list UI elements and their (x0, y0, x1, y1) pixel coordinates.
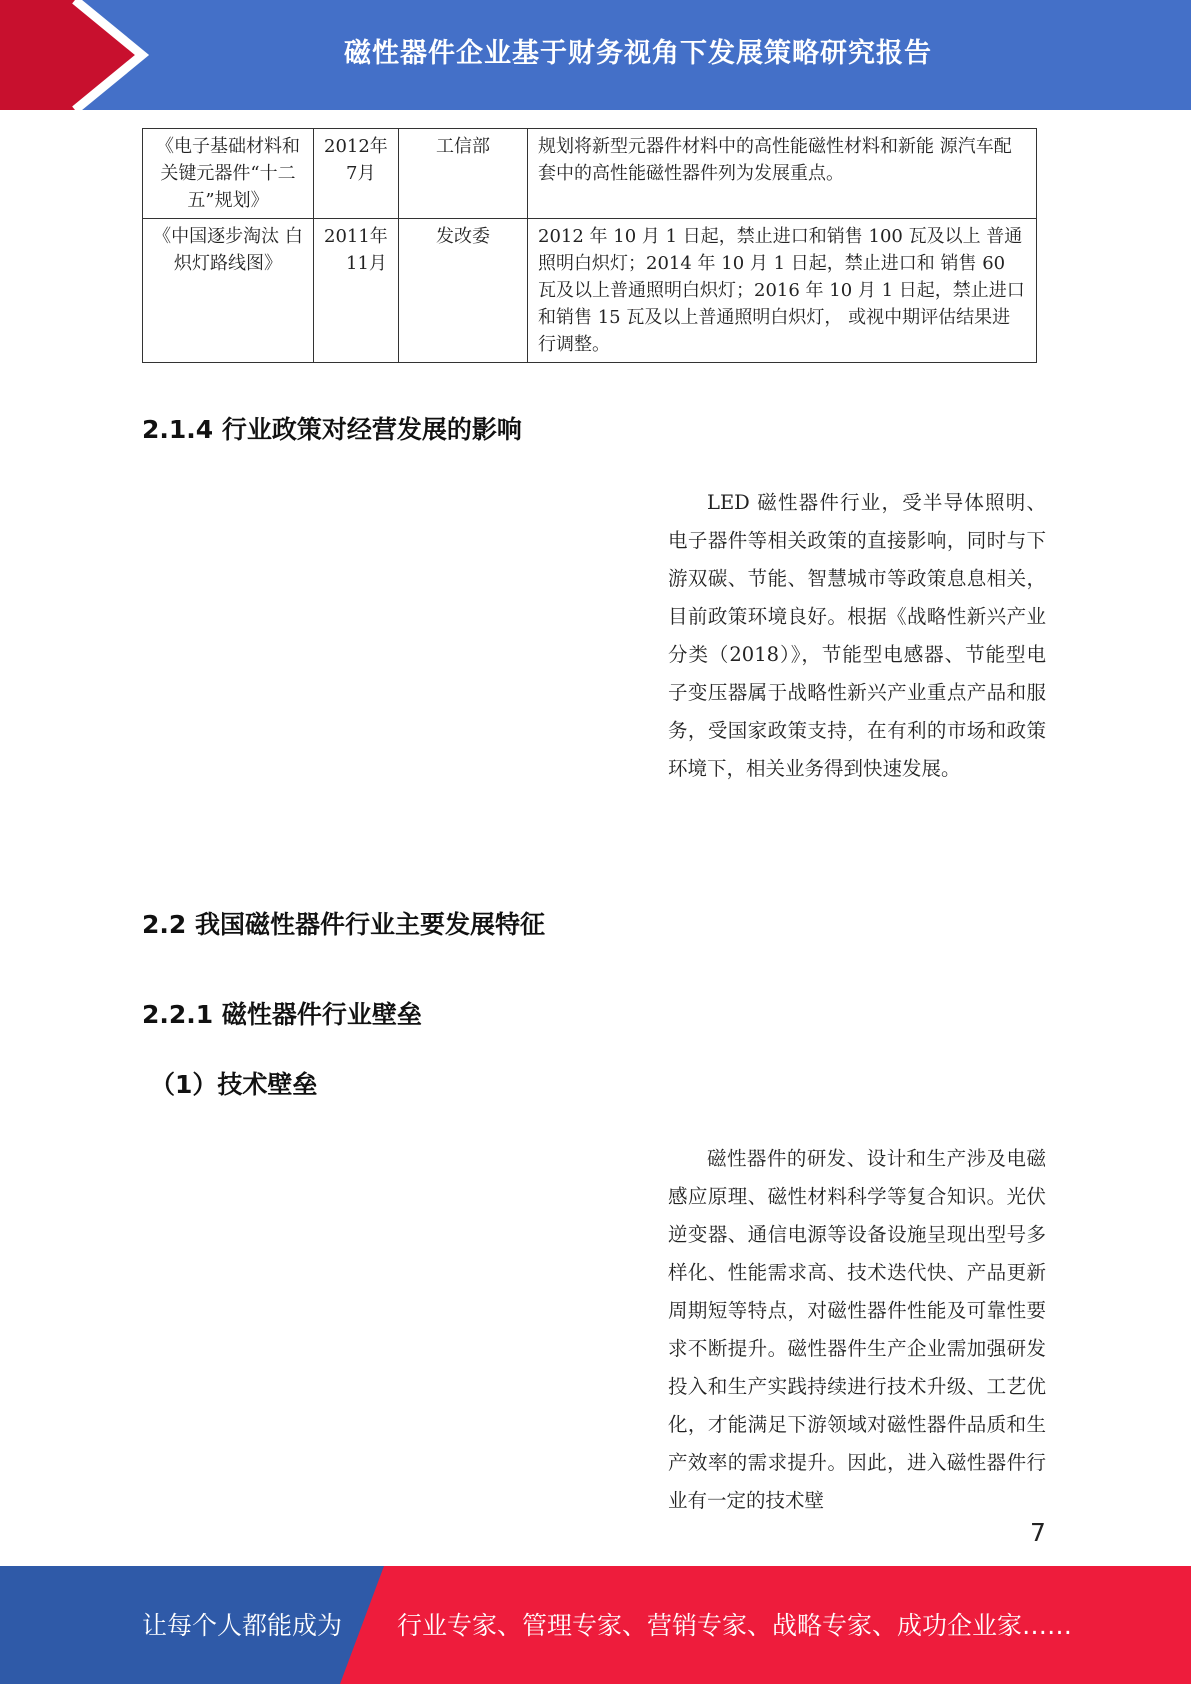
table-row (143, 129, 1037, 219)
table-row (143, 219, 1037, 363)
policy-name-cell: 《电子基础材料和关键元器件“十二五”规划》 (143, 129, 314, 219)
policy-table (142, 128, 1037, 363)
policy-date-cell (314, 129, 399, 219)
policy-content-cell: 2012 年 10 月 1 日起，禁止进口和销售 100 瓦及以上 普通照明白炽灯；2014 年 10 月 1 日起，禁止进口和 销售 60 瓦及以上普通照明白炽灯；2016 年 10 月 1 日起，禁止进口和销售 15 瓦及以上普通照明白炽灯， 或视中期评估结果进行调整。 (528, 219, 1037, 363)
policy-year: 2012年 (324, 136, 388, 157)
policy-month: 7月 (346, 163, 376, 184)
section-2-1-4-paragraph: LED 磁性器件行业，受半导体照明、电子器件等相关政策的直接影响，同时与下游双碳、节能、智慧城市等政策息息相关，目前政策环境良好。根据《战略性新兴产业分类（2018）》，节能型电感器、节能型电子变压器属于战略性新兴产业重点产品和服务，受国家政策支持，在有利的市场和政策环境下，相关业务得到快速发展。 (668, 491, 1046, 780)
policy-name-cell: 《中国逐步淘汰 白炽灯路线图》 (143, 219, 314, 363)
footer-slogan-left: 让每个人都能成为 (142, 1611, 343, 1640)
policy-year: 2011年 (324, 226, 388, 247)
policy-dept-cell: 工信部 (399, 129, 528, 219)
page-footer (0, 1566, 1191, 1684)
policy-month: 11月 (346, 253, 387, 274)
page-header (0, 0, 1191, 110)
policy-dept-cell: 发改委 (399, 219, 528, 363)
section-heading-2-2: 2.2 我国磁性器件行业主要发展特征 (142, 910, 545, 939)
policy-date-cell (314, 219, 399, 363)
section-heading-2-2-1: 2.2.1 磁性器件行业壁垒 (142, 1000, 422, 1029)
footer-slogan-right: 行业专家、管理专家、营销专家、战略专家、成功企业家…… (397, 1611, 1073, 1640)
policy-content-cell: 规划将新型元器件材料中的高性能磁性材料和新能 源汽车配套中的高性能磁性器件列为发展重点。 (528, 129, 1037, 219)
subsection-heading-tech-barrier: （1）技术壁垒 (150, 1070, 318, 1099)
section-heading-2-1-4: 2.1.4 行业政策对经营发展的影响 (142, 415, 522, 444)
report-title: 磁性器件企业基于财务视角下发展策略研究报告 (344, 37, 932, 69)
tech-barrier-paragraph: 磁性器件的研发、设计和生产涉及电磁感应原理、磁性材料科学等复合知识。光伏逆变器、通信电源等设备设施呈现出型号多样化、性能需求高、技术迭代快、产品更新周期短等特点，对磁性器件性能及可靠性要求不断提升。磁性器件生产企业需加强研发投入和生产实践持续进行技术升级、工艺优化，才能满足下游领域对磁性器件品质和生产效率的需求提升。因此，进入磁性器件行业有一定的技术壁 (668, 1147, 1046, 1512)
page-number: 7 (1030, 1518, 1046, 1547)
